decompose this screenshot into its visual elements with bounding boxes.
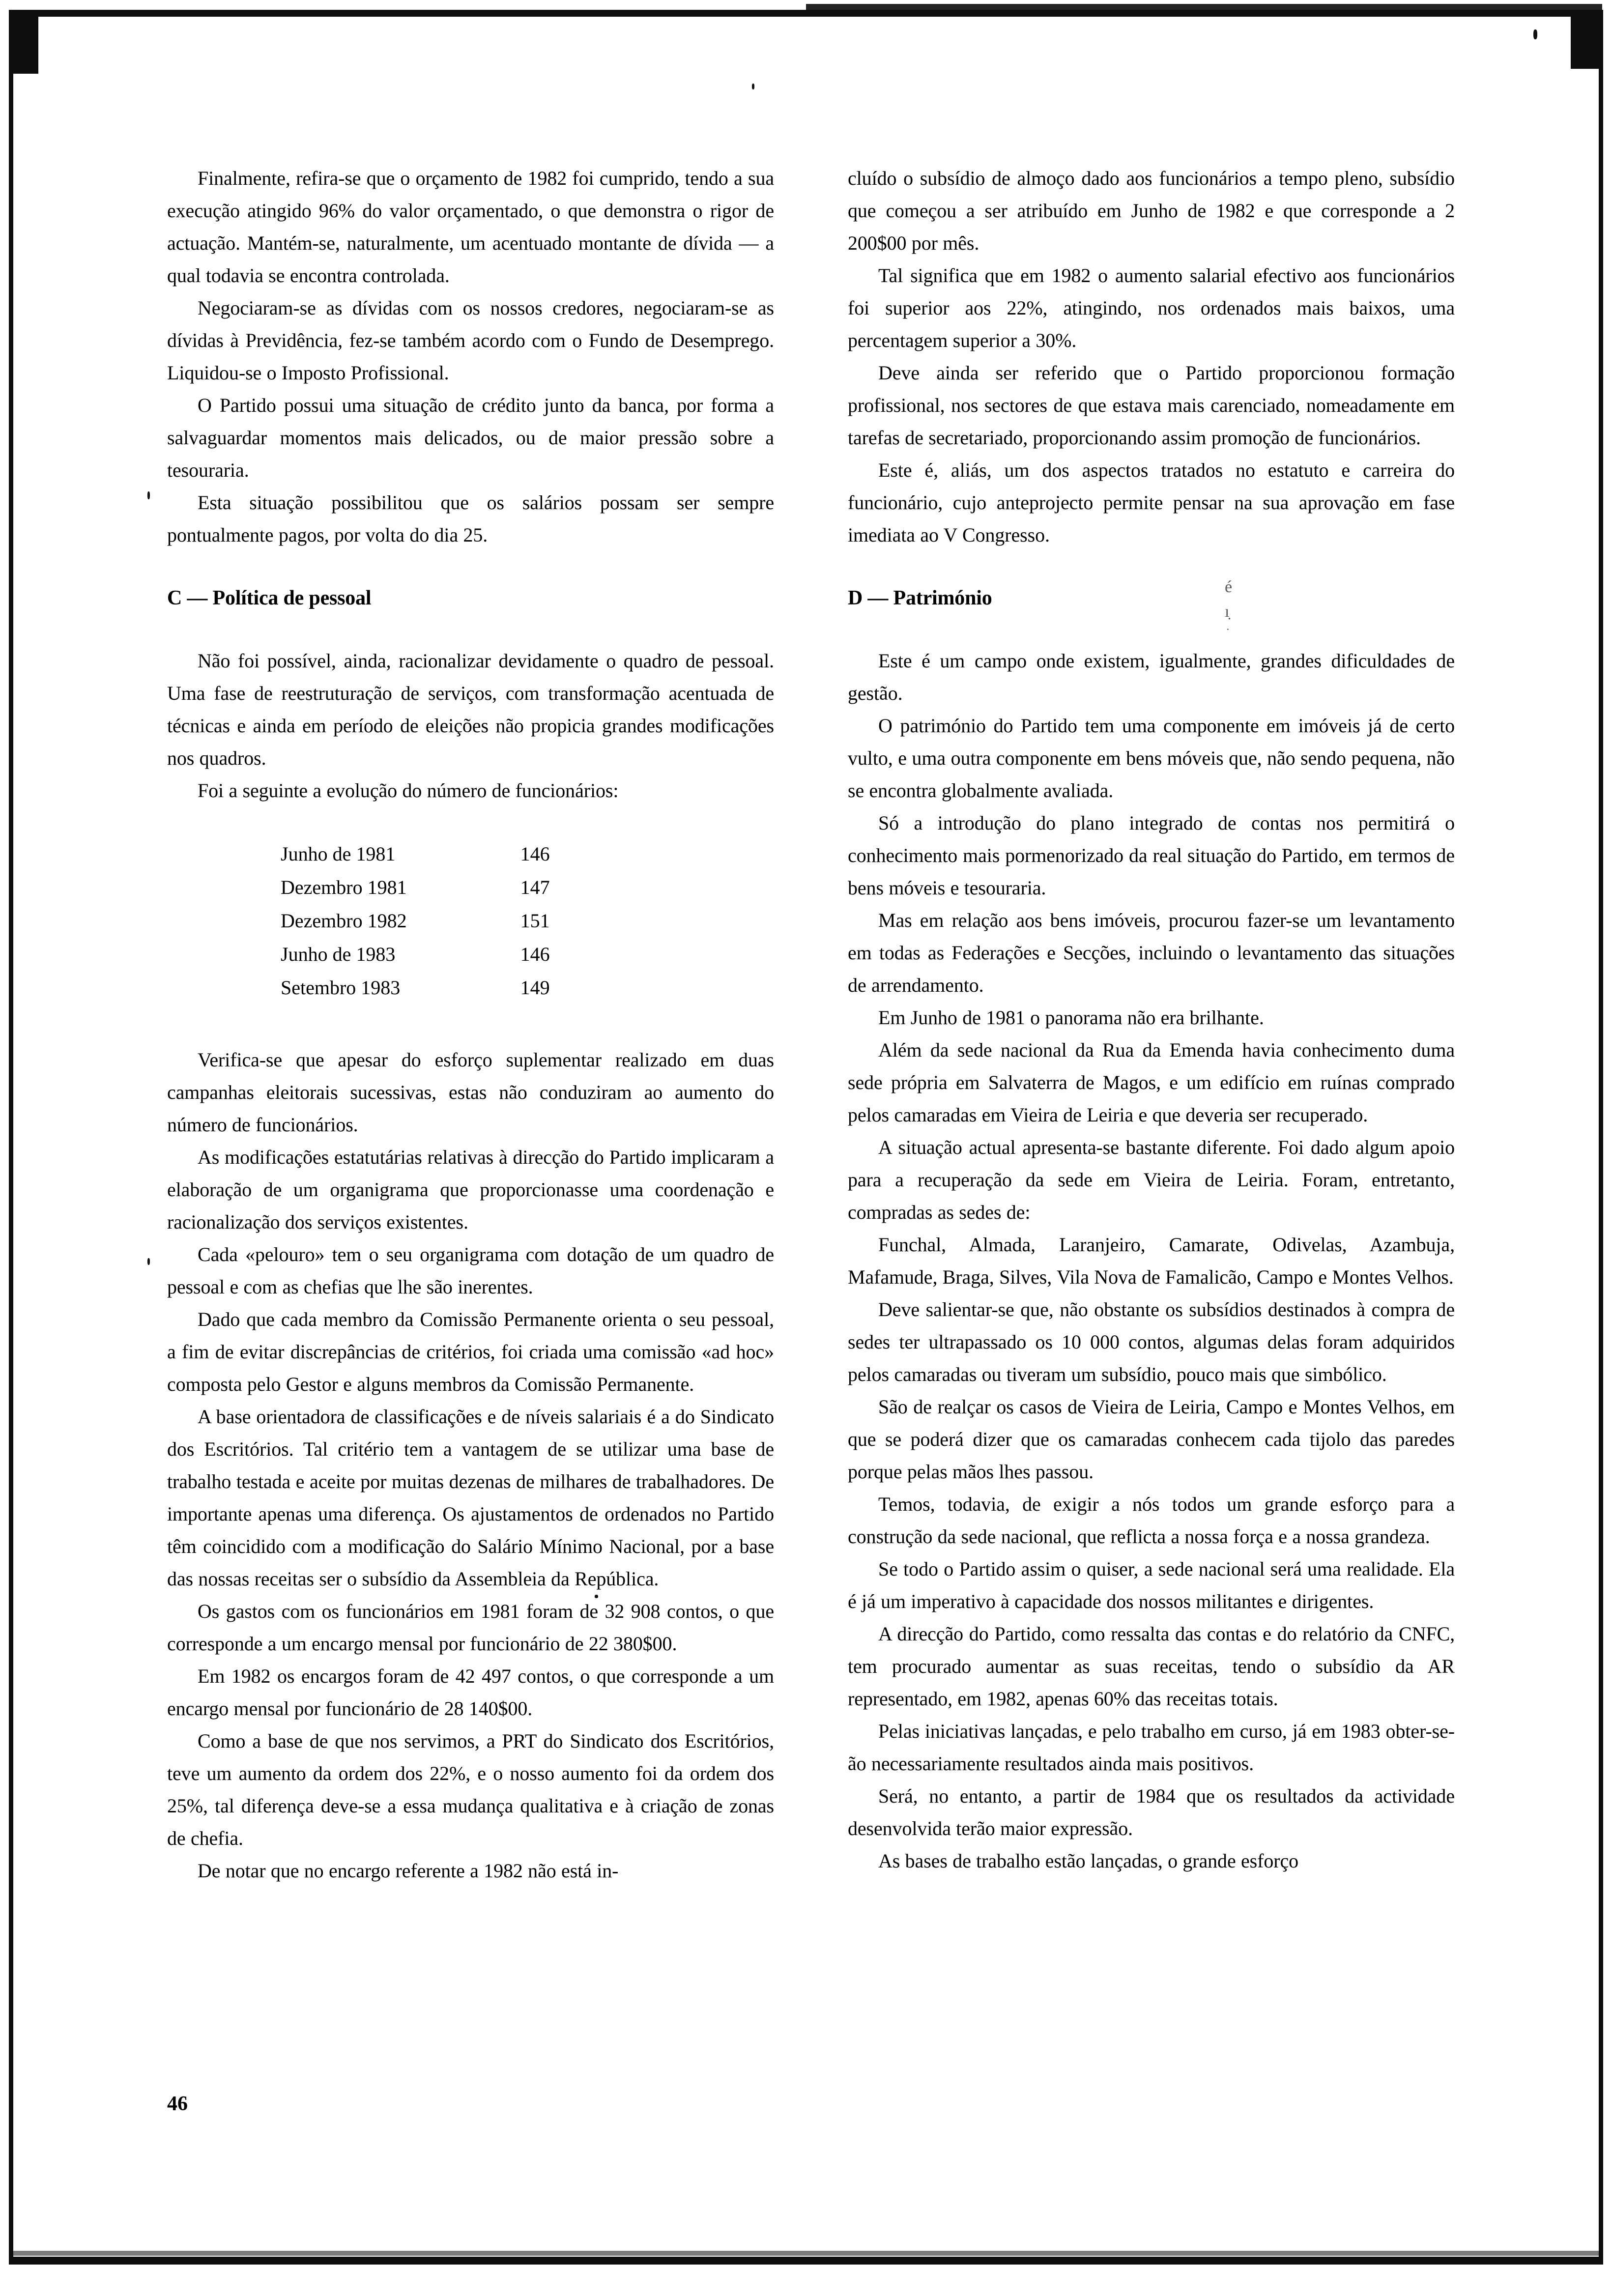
paragraph: Pelas iniciativas lançadas, e pelo trabalho em curso, já em 1983 obter-se-ão necessariamente resultados ainda mais positivos. <box>848 1720 1455 1775</box>
section-heading-d: D — Património <box>848 587 992 609</box>
table-cell-count: 146 <box>520 843 550 865</box>
paragraph: A direcção do Partido, como ressalta das contas e do relatório da CNFC, tem procurado aumentar as suas receitas, tendo o subsídio da AR representado, em 1982, apenas 60% das receitas totais. <box>848 1623 1455 1710</box>
table-cell-period: Junho de 1981 <box>281 843 396 865</box>
paragraph: O Partido possui uma situação de crédito junto da banca, por forma a salvaguardar momentos mais delicados, ou de maior pressão sobre a tesouraria. <box>167 394 774 481</box>
table-cell-count: 149 <box>520 976 550 999</box>
paragraph: As bases de trabalho estão lançadas, o grande esforço <box>878 1850 1299 1872</box>
paragraph: Em 1982 os encargos foram de 42 497 contos, o que corresponde a um encargo mensal por funcionário de 28 140$00. <box>167 1665 774 1720</box>
section-heading-c: C — Política de pessoal <box>167 587 372 609</box>
spacer <box>167 551 774 582</box>
paragraph: Só a introdução do plano integrado de contas nos permitirá o conhecimento mais pormenorizado da real situação do Partido, em termos de bens móveis e tesouraria. <box>848 812 1455 899</box>
table-cell-count: 147 <box>520 876 550 898</box>
table-cell-period: Dezembro 1981 <box>281 876 407 898</box>
table-cell-period: Junho de 1983 <box>281 943 396 965</box>
paragraph-sede-list: Funchal, Almada, Laranjeiro, Camarate, Odivelas, Azambuja, Mafamude, Braga, Silves, Vila Nova de Famalicão, Campo e Montes Velhos. <box>848 1234 1455 1288</box>
paragraph: Temos, todavia, de exigir a nós todos um grande esforço para a construção da sede nacional, que reflicta a nossa força e a nossa grandeza. <box>848 1493 1455 1548</box>
paragraph: Cada «pelouro» tem o seu organigrama com dotação de um quadro de pessoal e com as chefias que lhe são inerentes. <box>167 1243 774 1298</box>
table-cell-period: Setembro 1983 <box>281 976 401 999</box>
paragraph: São de realçar os casos de Vieira de Leiria, Campo e Montes Velhos, em que se poderá dizer que os camaradas conhecem cada tijolo das paredes porque pelas mãos lhes passou. <box>848 1396 1455 1483</box>
paragraph: Além da sede nacional da Rua da Emenda havia conhecimento duma sede própria em Salvaterra de Magos, e um edifício em ruínas comprado pelos camaradas em Vieira de Leiria e que deveria ser recuperado. <box>848 1039 1455 1126</box>
paragraph: Em Junho de 1981 o panorama não era brilhante. <box>878 1006 1264 1029</box>
paragraph: Esta situação possibilitou que os salários possam ser sempre pontualmente pagos, por volta do dia 25. <box>167 491 774 546</box>
paragraph: Não foi possível, ainda, racionalizar devidamente o quadro de pessoal. Uma fase de reestruturação de serviços, com transformação acentuada de técnicas e ainda em período de eleições não propicia grandes modificações nos quadros. <box>167 650 774 769</box>
table-row <box>280 837 550 871</box>
paragraph: Deve ainda ser referido que o Partido proporcionou formação profissional, nos sectores de que estava mais carenciado, nomeadamente em tarefas de secretariado, proporcionando assim promoção de funcionários. <box>848 362 1455 449</box>
staff-evolution-table <box>280 837 550 1004</box>
spacer <box>848 551 1455 582</box>
margin-mark-3: ˙ <box>1226 626 1230 640</box>
paragraph: Este é um campo onde existem, igualmente, grandes dificuldades de gestão. <box>848 650 1455 704</box>
paragraph: Dado que cada membro da Comissão Permanente orienta o seu pessoal, a fim de evitar discrepâncias de critérios, foi criada uma comissão «ad hoc» composta pelo Gestor e alguns membros da Comissão Permanente. <box>167 1308 774 1395</box>
page-number: 46 <box>167 2093 188 2115</box>
paragraph: Verifica-se que apesar do esforço suplementar realizado em duas campanhas eleitorais sucessivas, estas não conduziram ao aumento do número de funcionários. <box>167 1049 774 1136</box>
paragraph: Como a base de que nos servimos, a PRT do Sindicato dos Escritórios, teve um aumento da ordem dos 22%, e o nosso aumento foi da ordem dos 25%, tal diferença deve-se a essa mudança qualitativa e à criação de zonas de chefia. <box>167 1730 774 1849</box>
paragraph: Se todo o Partido assim o quiser, a sede nacional será uma realidade. Ela é já um imperativo à capacidade dos nossos militantes e dirigentes. <box>848 1558 1455 1612</box>
table-row <box>280 904 550 938</box>
paragraph: Negociaram-se as dívidas com os nossos credores, negociaram-se as dívidas à Previdência, fez-se também acordo com o Fundo de Desemprego. Liquidou-se o Imposto Profissional. <box>167 297 774 384</box>
spacer <box>167 614 774 645</box>
left-column <box>167 162 774 1887</box>
margin-mark-1: é <box>1225 578 1233 596</box>
spacer <box>167 1004 774 1044</box>
paragraph: Os gastos com os funcionários em 1981 foram de 32 908 contos, o que corresponde a um encargo mensal por funcionário de 22 380$00. <box>167 1600 774 1655</box>
table-cell-period: Dezembro 1982 <box>281 910 407 932</box>
table-row <box>280 971 550 1004</box>
margin-mark-2: ı̣ <box>1225 603 1230 621</box>
table-row <box>280 871 550 904</box>
paragraph: A situação actual apresenta-se bastante diferente. Foi dado algum apoio para a recuperação da sede em Vieira de Leiria. Foram, entretanto, compradas as sedes de: <box>848 1136 1455 1223</box>
paragraph: As modificações estatutárias relativas à direcção do Partido implicaram a elaboração de um organigrama que proporcionasse uma coordenação e racionalização dos serviços existentes. <box>167 1146 774 1233</box>
paragraph: Deve salientar-se que, não obstante os subsídios destinados à compra de sedes ter ultrapassado os 10 000 contos, algumas delas foram adquiridos pelos camaradas ou tiveram um subsídio, pouco mais que simbólico. <box>848 1298 1455 1385</box>
spacer <box>167 807 774 837</box>
paragraph: De notar que no encargo referente a 1982 não está in- <box>198 1860 619 1882</box>
paragraph-continuation: cluído o subsídio de almoço dado aos funcionários a tempo pleno, subsídio que começou a ser atribuído em Junho de 1982 e que corresponde a 2 200$00 por mês. <box>848 167 1455 254</box>
spacer <box>848 614 1455 645</box>
paragraph: Este é, aliás, um dos aspectos tratados no estatuto e carreira do funcionário, cujo anteprojecto permite pensar na sua aprovação em fase imediata ao V Congresso. <box>848 459 1455 546</box>
table-cell-count: 146 <box>520 943 550 965</box>
paragraph: Finalmente, refira-se que o orçamento de 1982 foi cumprido, tendo a sua execução atingido 96% do valor orçamentado, o que demonstra o rigor de actuação. Mantém-se, naturalmente, um acentuado montante de dívida — a qual todavia se encontra controlada. <box>167 167 774 287</box>
right-column <box>848 162 1455 1887</box>
table-cell-count: 151 <box>520 910 550 932</box>
paragraph: A base orientadora de classificações e de níveis salariais é a do Sindicato dos Escritórios. Tal critério tem a vantagem de se utilizar uma base de trabalho testada e aceite por muitas dezenas de milhares de trabalhadores. De importante apenas uma diferença. Os ajustamentos de ordenados no Partido têm coincidido com a modificação do Salário Mínimo Nacional, por a base das nossas receitas ser o subsídio da Assembleia da República. <box>167 1406 774 1590</box>
paragraph: Tal significa que em 1982 o aumento salarial efectivo aos funcionários foi superior aos 22%, atingindo, nos ordenados mais baixos, uma percentagem superior a 30%. <box>848 264 1455 351</box>
paragraph: Será, no entanto, a partir de 1984 que os resultados da actividade desenvolvida terão maior expressão. <box>848 1785 1455 1839</box>
table-row <box>280 938 550 971</box>
paragraph: O património do Partido tem uma componente em imóveis já de certo vulto, e uma outra componente em bens móveis que, não sendo pequena, não se encontra globalmente avaliada. <box>848 715 1455 802</box>
paragraph: Mas em relação aos bens imóveis, procurou fazer-se um levantamento em todas as Federações e Secções, incluindo o levantamento das situações de arrendamento. <box>848 909 1455 996</box>
paragraph: Foi a seguinte a evolução do número de funcionários: <box>198 779 619 802</box>
two-column-body <box>167 162 1455 1887</box>
